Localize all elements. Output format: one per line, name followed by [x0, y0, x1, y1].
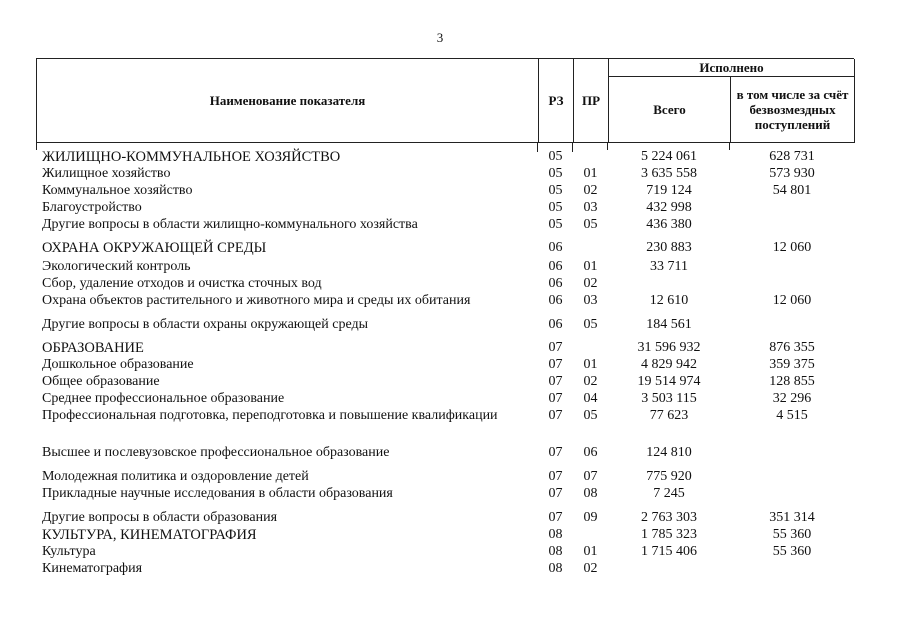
executed-total: 2 763 303: [641, 510, 697, 525]
pr-code: 02: [583, 561, 598, 576]
table-header: [36, 58, 854, 142]
pr-code: 01: [583, 357, 598, 372]
rz-code: 07: [548, 486, 563, 501]
header-executed: Исполнено: [609, 59, 855, 77]
executed-total: 19 514 974: [637, 374, 701, 389]
pr-code: 09: [583, 510, 598, 525]
executed-free-receipts: 4 515: [776, 408, 808, 423]
rz-code: 08: [548, 561, 563, 576]
indicator-name: Жилищное хозяйство: [42, 166, 171, 181]
executed-free-receipts: 55 360: [772, 527, 812, 542]
executed-total: 12 610: [649, 293, 689, 308]
rz-code: 06: [548, 259, 563, 274]
executed-total: 230 883: [646, 240, 692, 255]
rz-code: 05: [548, 217, 563, 232]
executed-free-receipts: 359 375: [769, 357, 815, 372]
pr-code: 01: [583, 544, 598, 559]
header-pr: ПР: [574, 59, 609, 143]
indicator-name: Прикладные научные исследования в области образования: [42, 486, 393, 501]
header-indicator-name: Наименование показателя: [37, 59, 539, 143]
executed-free-receipts: 876 355: [769, 340, 815, 355]
indicator-name: Культура: [42, 544, 96, 559]
executed-total: 4 829 942: [641, 357, 697, 372]
rz-code: 07: [548, 445, 563, 460]
rz-code: 08: [548, 527, 563, 542]
executed-free-receipts: 32 296: [772, 391, 812, 406]
rz-code: 06: [548, 240, 563, 255]
executed-free-receipts: 628 731: [769, 149, 815, 164]
executed-free-receipts: 54 801: [772, 183, 812, 198]
header-total: Всего: [609, 77, 731, 143]
executed-free-receipts: 128 855: [769, 374, 815, 389]
executed-total: 436 380: [646, 217, 692, 232]
rz-code: 05: [548, 183, 563, 198]
executed-total: 77 623: [649, 408, 689, 423]
page-number: 3: [436, 30, 444, 45]
pr-code: 02: [583, 276, 598, 291]
indicator-name: Охрана объектов растительного и животного мира и среды их обитания: [42, 293, 471, 308]
executed-total: 124 810: [646, 445, 692, 460]
executed-total: 7 245: [653, 486, 685, 501]
indicator-name: Общее образование: [42, 374, 160, 389]
executed-total: 432 998: [646, 200, 692, 215]
executed-total: 184 561: [646, 317, 692, 332]
pr-code: 05: [583, 317, 598, 332]
indicator-name: КУЛЬТУРА, КИНЕМАТОГРАФИЯ: [42, 527, 257, 543]
pr-code: 03: [583, 200, 598, 215]
rz-code: 06: [548, 317, 563, 332]
indicator-name: ОБРАЗОВАНИЕ: [42, 340, 144, 356]
executed-total: 775 920: [646, 469, 692, 484]
indicator-name: Коммунальное хозяйство: [42, 183, 193, 198]
indicator-name: Кинематография: [42, 561, 143, 576]
executed-free-receipts: 351 314: [769, 510, 815, 525]
executed-total: 3 635 558: [641, 166, 697, 181]
pr-code: 02: [583, 374, 598, 389]
executed-free-receipts: 55 360: [772, 544, 812, 559]
column-divider: [537, 142, 538, 152]
rz-code: 07: [548, 357, 563, 372]
rz-code: 07: [548, 340, 563, 355]
indicator-name: Профессиональная подготовка, переподготовка и повышение квалификации: [42, 408, 498, 423]
pr-code: 01: [583, 259, 598, 274]
indicator-name: Среднее профессиональное образование: [42, 391, 285, 406]
pr-code: 07: [583, 469, 598, 484]
executed-total: 5 224 061: [641, 149, 697, 164]
rz-code: 07: [548, 510, 563, 525]
indicator-name: ОХРАНА ОКРУЖАЮЩЕЙ СРЕДЫ: [42, 240, 267, 256]
indicator-name: Экологический контроль: [42, 259, 191, 274]
indicator-name: Дошкольное образование: [42, 357, 194, 372]
indicator-name: ЖИЛИЩНО-КОММУНАЛЬНОЕ ХОЗЯЙСТВО: [42, 149, 341, 165]
column-divider: [729, 142, 730, 150]
pr-code: 01: [583, 166, 598, 181]
indicator-name: Другие вопросы в области жилищно-коммунального хозяйства: [42, 217, 418, 232]
pr-code: 05: [583, 408, 598, 423]
rz-code: 08: [548, 544, 563, 559]
pr-code: 05: [583, 217, 598, 232]
executed-total: 3 503 115: [641, 391, 697, 406]
rz-code: 07: [548, 469, 563, 484]
rz-code: 06: [548, 293, 563, 308]
rz-code: 05: [548, 166, 563, 181]
executed-free-receipts: 573 930: [769, 166, 815, 181]
indicator-name: Молодежная политика и оздоровление детей: [42, 469, 309, 484]
executed-total: 719 124: [646, 183, 692, 198]
indicator-name: Другие вопросы в области образования: [42, 510, 278, 525]
rz-code: 07: [548, 408, 563, 423]
column-divider: [572, 142, 573, 152]
executed-total: 1 785 323: [641, 527, 697, 542]
pr-code: 06: [583, 445, 598, 460]
rz-code: 06: [548, 276, 563, 291]
pr-code: 08: [583, 486, 598, 501]
executed-free-receipts: 12 060: [772, 293, 812, 308]
rz-code: 05: [548, 200, 563, 215]
executed-total: 33 711: [650, 259, 688, 274]
rz-code: 07: [548, 374, 563, 389]
indicator-name: Высшее и послевузовское профессиональное образование: [42, 445, 390, 460]
executed-free-receipts: 12 060: [772, 240, 812, 255]
executed-total: 1 715 406: [641, 544, 697, 559]
pr-code: 02: [583, 183, 598, 198]
header-free-receipts: в том числе за счёт безвозмездных поступлений: [731, 77, 855, 143]
pr-code: 03: [583, 293, 598, 308]
executed-total: 31 596 932: [637, 340, 701, 355]
rz-code: 07: [548, 391, 563, 406]
indicator-name: Благоустройство: [42, 200, 142, 215]
rz-code: 05: [548, 149, 563, 164]
indicator-name: Сбор, удаление отходов и очистка сточных вод: [42, 276, 322, 291]
pr-code: 04: [583, 391, 598, 406]
column-divider: [607, 142, 608, 150]
column-divider: [36, 142, 37, 150]
indicator-name: Другие вопросы в области охраны окружающей среды: [42, 317, 368, 332]
header-rz: РЗ: [539, 59, 574, 143]
